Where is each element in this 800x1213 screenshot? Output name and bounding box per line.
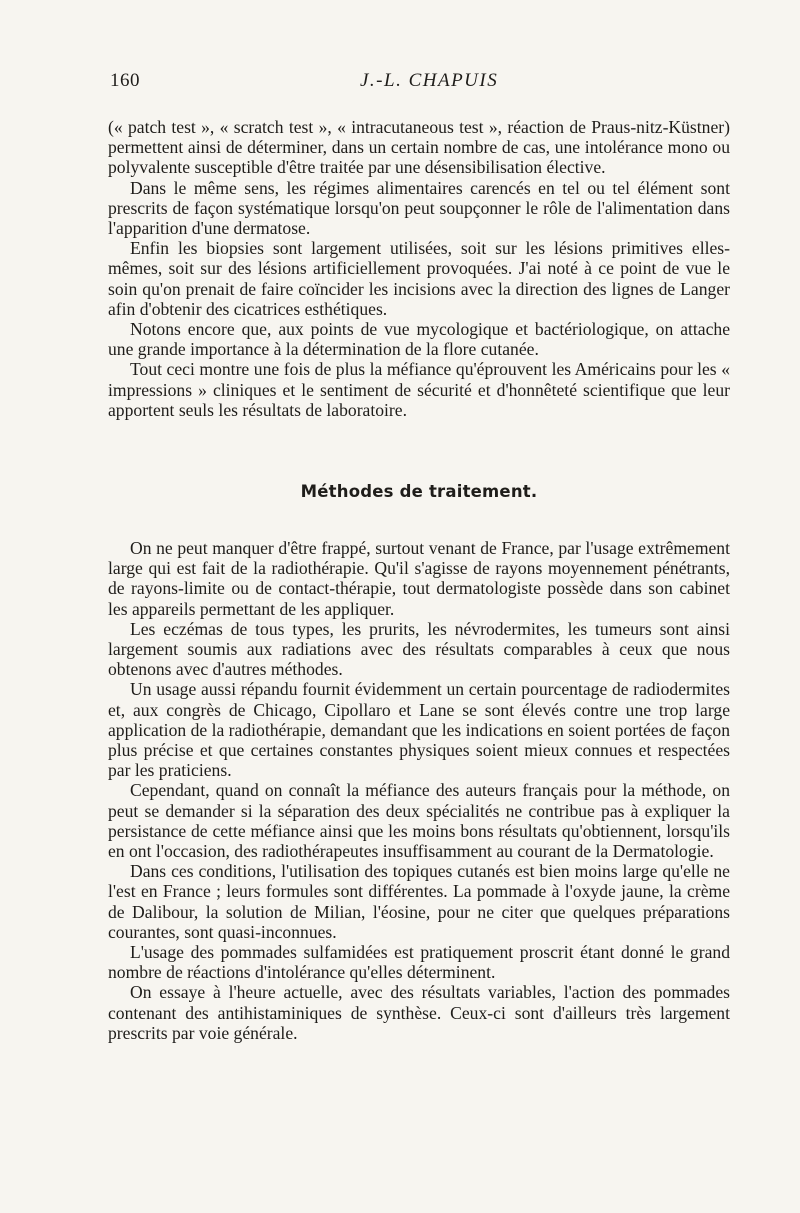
body-text-section-1 — [108, 117, 730, 420]
paragraph: Les eczémas de tous types, les prurits, les névrodermites, les tumeurs sont ainsi largement soumis aux radiations avec des résultats comparables à ceux que nous obtenons avec d'autres méthodes. — [108, 618, 730, 680]
running-head: J.-L. CHAPUIS — [360, 70, 499, 91]
section-heading: Méthodes de traitement. — [300, 482, 538, 501]
page-number: 160 — [110, 70, 140, 91]
paragraph: Dans ces conditions, l'utilisation des topiques cutanés est bien moins large qu'elle ne l'est en France ; leurs formules sont différentes. La pommade à l'oxyde jaune, la crème de Dalibour, la solution de Milian, l'éosine, pour ne citer que quelques préparations courantes, sont quasi-inconnues. — [108, 861, 730, 942]
paragraph: Dans le même sens, les régimes alimentaires carencés en tel ou tel élément sont prescrits de façon systématique lorsqu'on peut soupçonner le rôle de l'alimentation dans l'apparition d'une dermatose. — [108, 177, 730, 239]
paragraph: Tout ceci montre une fois de plus la méfiance qu'éprouvent les Américains pour les « impressions » cliniques et le sentiment de sécurité et d'honnêteté scientifique que leur apportent seuls les résultats de laboratoire. — [108, 359, 730, 420]
paragraph: (« patch test », « scratch test », « intracutaneous test », réaction de Praus-nitz-Küstner) permettent ainsi de déterminer, dans un certain nombre de cas, une intolérance mono ou polyvalente susceptible d'être traitée par une désensibilisation élective. — [108, 117, 730, 178]
paragraph: On essaye à l'heure actuelle, avec des résultats variables, l'action des pommades contenant des antihistaminiques de synthèse. Ceux-ci sont d'ailleurs très largement prescrits par voie générale. — [108, 982, 730, 1043]
paragraph: Notons encore que, aux points de vue mycologique et bactériologique, on attache une grande importance à la détermination de la flore cutanée. — [108, 319, 730, 360]
body-text-section-2 — [108, 538, 730, 1043]
paragraph: Cependant, quand on connaît la méfiance des auteurs français pour la méthode, on peut se demander si la séparation des deux spécialités ne contribue pas à expliquer la persistance de cette méfiance ainsi que les moins bons résultats qu'obtiennent, lorsqu'ils en ont l'occasion, des radiothérapeutes insuffisamment au courant de la Dermatologie. — [108, 780, 730, 862]
paragraph: L'usage des pommades sulfamidées est pratiquement proscrit étant donné le grand nombre de réactions d'intolérance qu'elles déterminent. — [108, 942, 730, 983]
paragraph: On ne peut manquer d'être frappé, surtout venant de France, par l'usage extrêmement large qui est fait de la radiothérapie. Qu'il s'agisse de rayons moyennement pénétrants, de rayons-limite ou de contact-thérapie, tout dermatologiste possède dans son cabinet les appareils permettant de les appliquer. — [108, 538, 730, 619]
paragraph: Un usage aussi répandu fournit évidemment un certain pourcentage de radiodermites et, aux congrès de Chicago, Cipollaro et Lane se sont élevés contre une trop large application de la radiothérapie, demandant que les indications en soient portées de façon plus précise et que certaines constantes physiques soient mieux connues et respectées par les praticiens. — [108, 679, 730, 781]
paragraph: Enfin les biopsies sont largement utilisées, soit sur les lésions primitives elles-mêmes, soit sur des lésions artificiellement provoquées. J'ai noté à ce point de vue le soin qu'on prenait de faire coïncider les incisions avec la direction des lignes de Langer afin d'obtenir des cicatrices esthétiques. — [108, 238, 730, 319]
page-header — [110, 70, 730, 94]
